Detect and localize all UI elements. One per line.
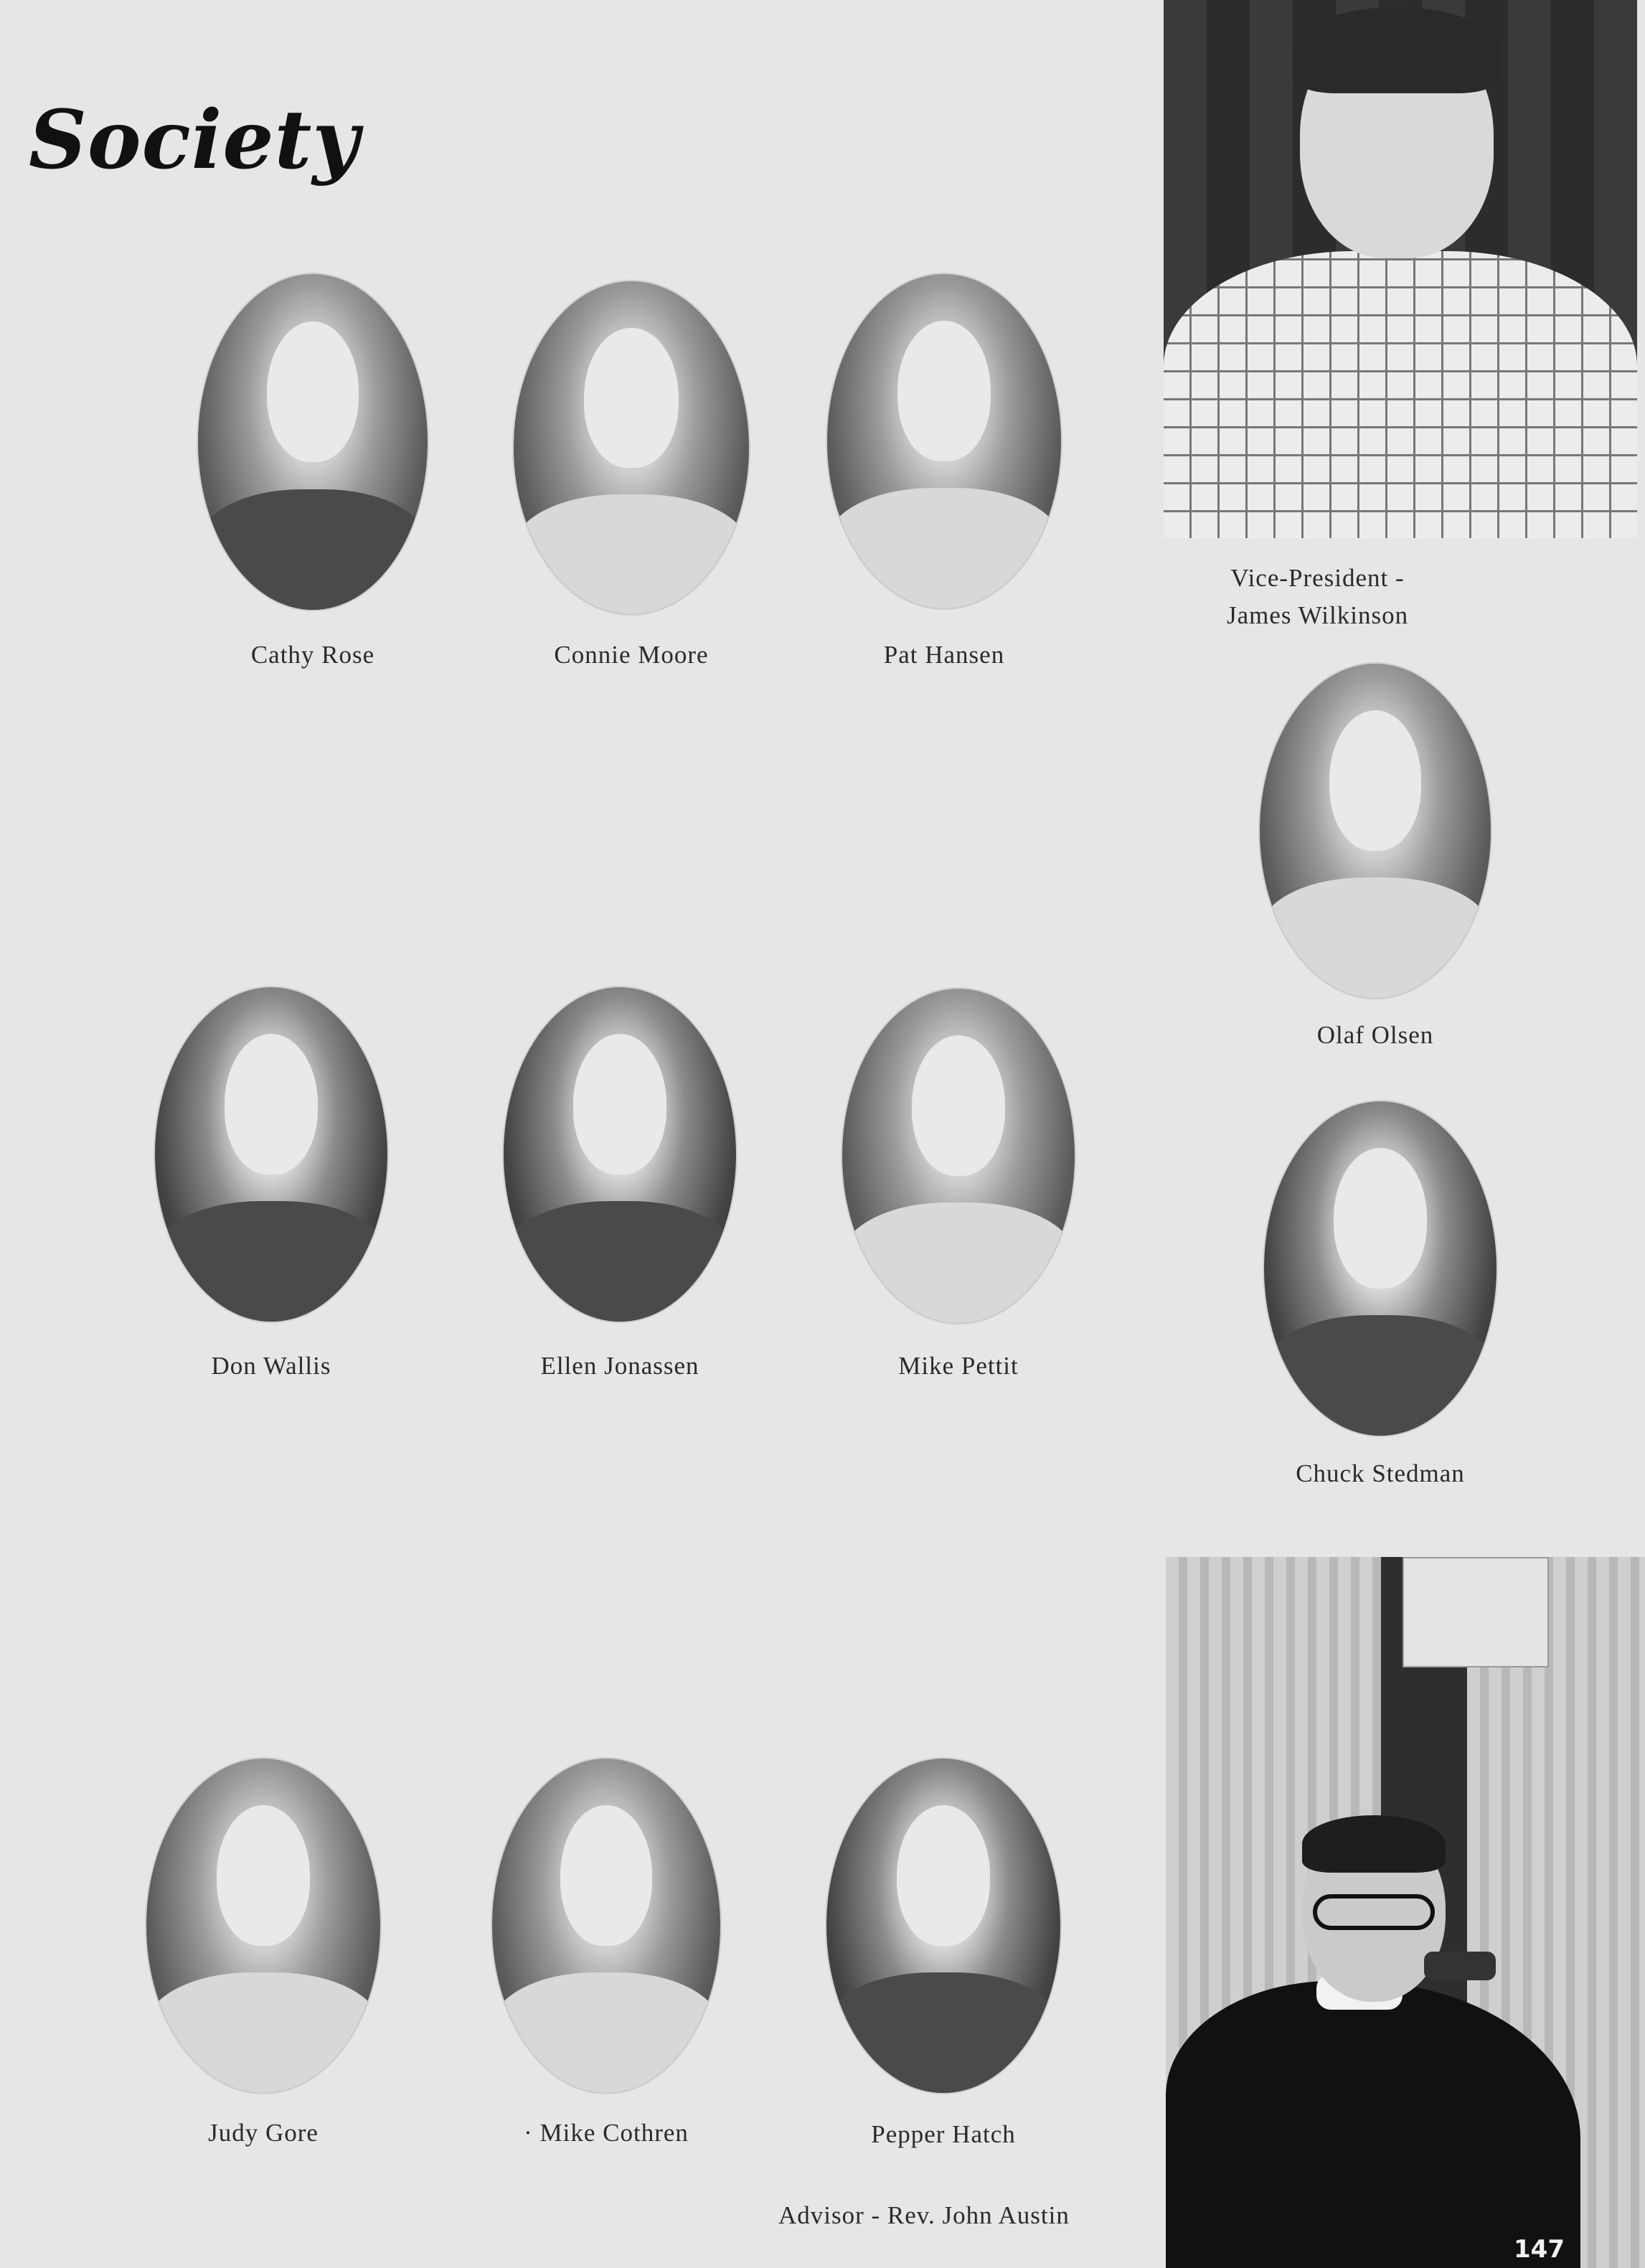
advisor-caption: Advisor - Rev. John Austin	[778, 2201, 1070, 2229]
portrait-shoulders	[827, 488, 1061, 608]
portrait-pepper-hatch	[826, 1759, 1060, 2093]
member-name: Judy Gore	[208, 2119, 319, 2147]
vice-president-photo	[1164, 0, 1637, 538]
member-name: Connie Moore	[554, 641, 709, 669]
wall-calendar	[1403, 1557, 1549, 1667]
portrait-body	[1166, 1981, 1580, 2268]
portrait-shoulders	[514, 494, 749, 614]
portrait-pat-hansen	[827, 274, 1061, 608]
vice-president-role: Vice-President -	[1230, 564, 1405, 592]
member-name: Chuck Stedman	[1296, 1459, 1465, 1487]
portrait-mike-cothren	[492, 1759, 720, 2093]
glasses	[1313, 1894, 1435, 1930]
portrait-don-wallis	[155, 987, 387, 1322]
plaid-shirt	[1164, 251, 1637, 538]
portrait-hair	[1302, 1815, 1446, 1873]
portrait-face	[897, 321, 991, 461]
member-name: Pepper Hatch	[871, 2120, 1016, 2148]
member-name: Olaf Olsen	[1316, 1021, 1434, 1049]
portrait-shoulders	[198, 489, 428, 610]
portrait-cathy-rose	[198, 274, 428, 610]
pipe	[1424, 1952, 1496, 1980]
advisor-photo	[1166, 1557, 1645, 2268]
portrait-chuck-stedman	[1264, 1101, 1496, 1436]
portrait-face	[912, 1035, 1005, 1176]
portrait-shoulders	[492, 1972, 720, 2093]
portrait-face	[573, 1034, 666, 1175]
portrait-face	[584, 328, 678, 468]
portrait-face	[1329, 710, 1422, 851]
member-name: Mike Pettit	[898, 1352, 1019, 1380]
portrait-face	[217, 1805, 310, 1946]
portrait-face	[897, 1805, 990, 1946]
portrait-shoulders	[826, 1972, 1060, 2093]
portrait-shoulders	[842, 1203, 1075, 1323]
member-name: · Mike Cothren	[524, 2119, 689, 2147]
member-name: Ellen Jonassen	[540, 1352, 699, 1380]
page-number: 147	[1514, 2235, 1565, 2264]
vice-president-name: James Wilkinson	[1227, 601, 1409, 629]
portrait-shoulders	[504, 1201, 736, 1322]
member-name: Pat Hansen	[883, 641, 1005, 669]
member-name: Don Wallis	[211, 1352, 331, 1380]
portrait-shoulders	[155, 1201, 387, 1322]
portrait-shoulders	[146, 1972, 380, 2093]
portrait-shoulders	[1264, 1315, 1496, 1436]
portrait-judy-gore	[146, 1759, 380, 2093]
page-title: Society	[29, 93, 360, 187]
portrait-connie-moore	[514, 281, 749, 614]
portrait-face	[225, 1034, 318, 1175]
portrait-ellen-jonassen	[504, 987, 736, 1322]
vice-president-caption	[1227, 560, 1408, 634]
portrait-face	[267, 321, 359, 463]
member-name: Cathy Rose	[250, 641, 375, 669]
portrait-face	[560, 1805, 651, 1946]
portrait-olaf-olsen	[1260, 664, 1491, 998]
portrait-mike-pettit	[842, 989, 1075, 1323]
portrait-shoulders	[1260, 877, 1491, 998]
portrait-hair	[1293, 7, 1501, 93]
portrait-face	[1334, 1148, 1427, 1289]
